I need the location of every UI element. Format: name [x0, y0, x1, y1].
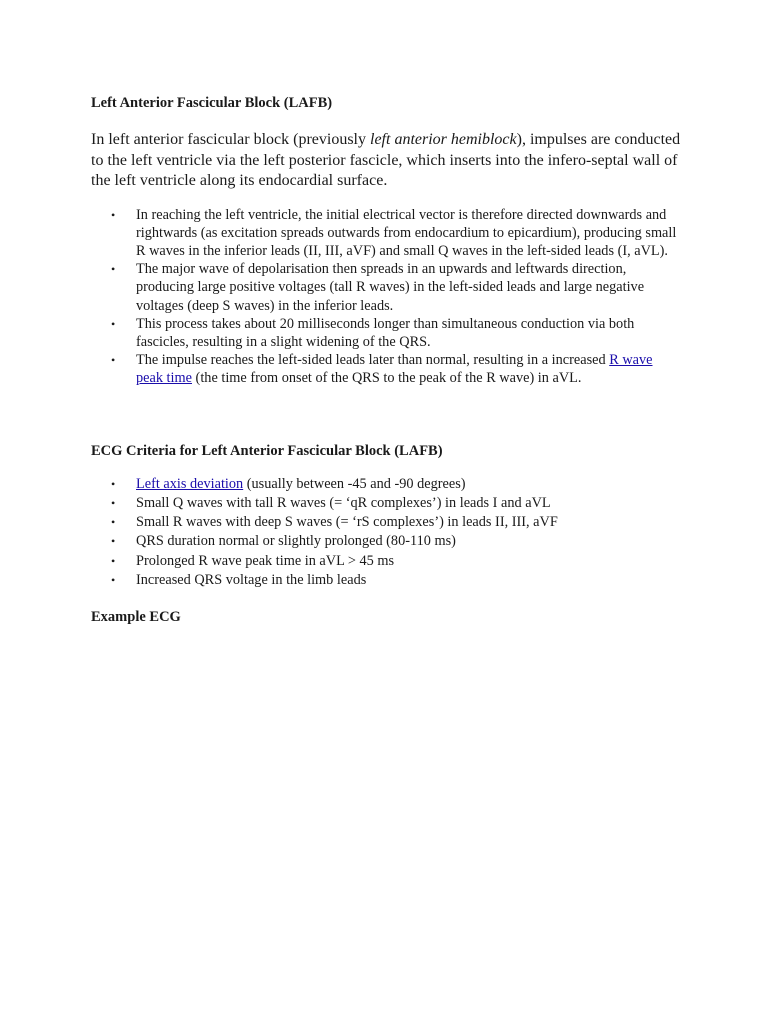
list-item-text: This process takes about 20 milliseconds longer than simultaneous conduction via both fascicles, resulting in a slight widening of the QRS.	[136, 315, 635, 350]
list-item	[91, 475, 681, 494]
list-item-text: Prolonged R wave peak time in aVL > 45 ms	[136, 552, 395, 569]
list-item	[91, 260, 681, 315]
document-page	[91, 93, 681, 627]
bullet-icon: •	[111, 573, 116, 588]
lafb-mechanism-list	[91, 206, 681, 388]
bullet-icon: •	[111, 534, 116, 549]
bullet-icon: •	[111, 262, 116, 277]
list-item-text: In reaching the left ventricle, the initial electrical vector is therefore directed downwards and rightwards (as excitation spreads outwards from endocardium to epicardium), producing small R waves in the inferior leads (II, III, aVF) and small Q waves in the left-sided leads (I, aVL).	[136, 206, 677, 259]
ecg-criteria-list	[91, 475, 681, 591]
list-item	[91, 351, 681, 387]
bullet-icon: •	[111, 515, 116, 530]
list-item	[91, 532, 681, 551]
bullet-icon: •	[111, 495, 116, 510]
bullet-icon: •	[111, 553, 116, 568]
list-item	[91, 315, 681, 351]
ecg-criteria-heading: ECG Criteria for Left Anterior Fascicular Block (LAFB)	[91, 442, 443, 459]
list-item-text: Small Q waves with tall R waves (= ‘qR complexes’) in leads I and aVL	[136, 494, 551, 511]
bullet-icon: •	[111, 476, 116, 491]
list-item-text: Increased QRS voltage in the limb leads	[136, 572, 367, 589]
list-item-text: (usually between -45 and -90 degrees)	[243, 475, 466, 492]
r-wave-peak-time-link[interactable]: R wave peak time	[136, 352, 653, 387]
example-ecg-heading: Example ECG	[91, 609, 181, 626]
list-item	[91, 206, 681, 261]
bullet-icon: •	[111, 316, 116, 331]
list-item	[91, 552, 681, 571]
bullet-icon: •	[111, 353, 116, 368]
left-axis-deviation-link[interactable]: Left axis deviation	[136, 475, 244, 492]
ecg-criteria-section	[91, 441, 681, 591]
list-item-text: Small R waves with deep S waves (= ‘rS complexes’) in leads II, III, aVF	[136, 514, 558, 531]
list-item	[91, 513, 681, 532]
lafb-heading: Left Anterior Fascicular Block (LAFB)	[91, 95, 333, 111]
list-item-text-end: (the time from onset of the QRS to the peak of the R wave) in aVL.	[191, 370, 582, 387]
list-item	[91, 494, 681, 513]
list-item-text-start: The impulse reaches the left-sided leads later than normal, resulting in a increased	[136, 352, 610, 369]
lafb-intro-paragraph	[91, 130, 681, 192]
bullet-icon: •	[111, 207, 116, 222]
list-item-text: The major wave of depolarisation then spreads in an upwards and leftwards direction, producing large positive voltages (tall R waves) in the left-sided leads and large negative voltages (deep S waves) in the inferior leads.	[136, 261, 645, 314]
intro-italic-term: left anterior hemiblock	[370, 131, 517, 148]
intro-text-start: In left anterior fascicular block (previously	[91, 131, 370, 148]
list-item	[91, 571, 681, 590]
intro-text-end: ), impulses are conducted to the left ventricle via the left posterior fascicle, which inserts into the infero-septal wall of the left ventricle along its endocardial surface.	[91, 131, 681, 189]
list-item-text: QRS duration normal or slightly prolonged (80-110 ms)	[136, 533, 456, 550]
